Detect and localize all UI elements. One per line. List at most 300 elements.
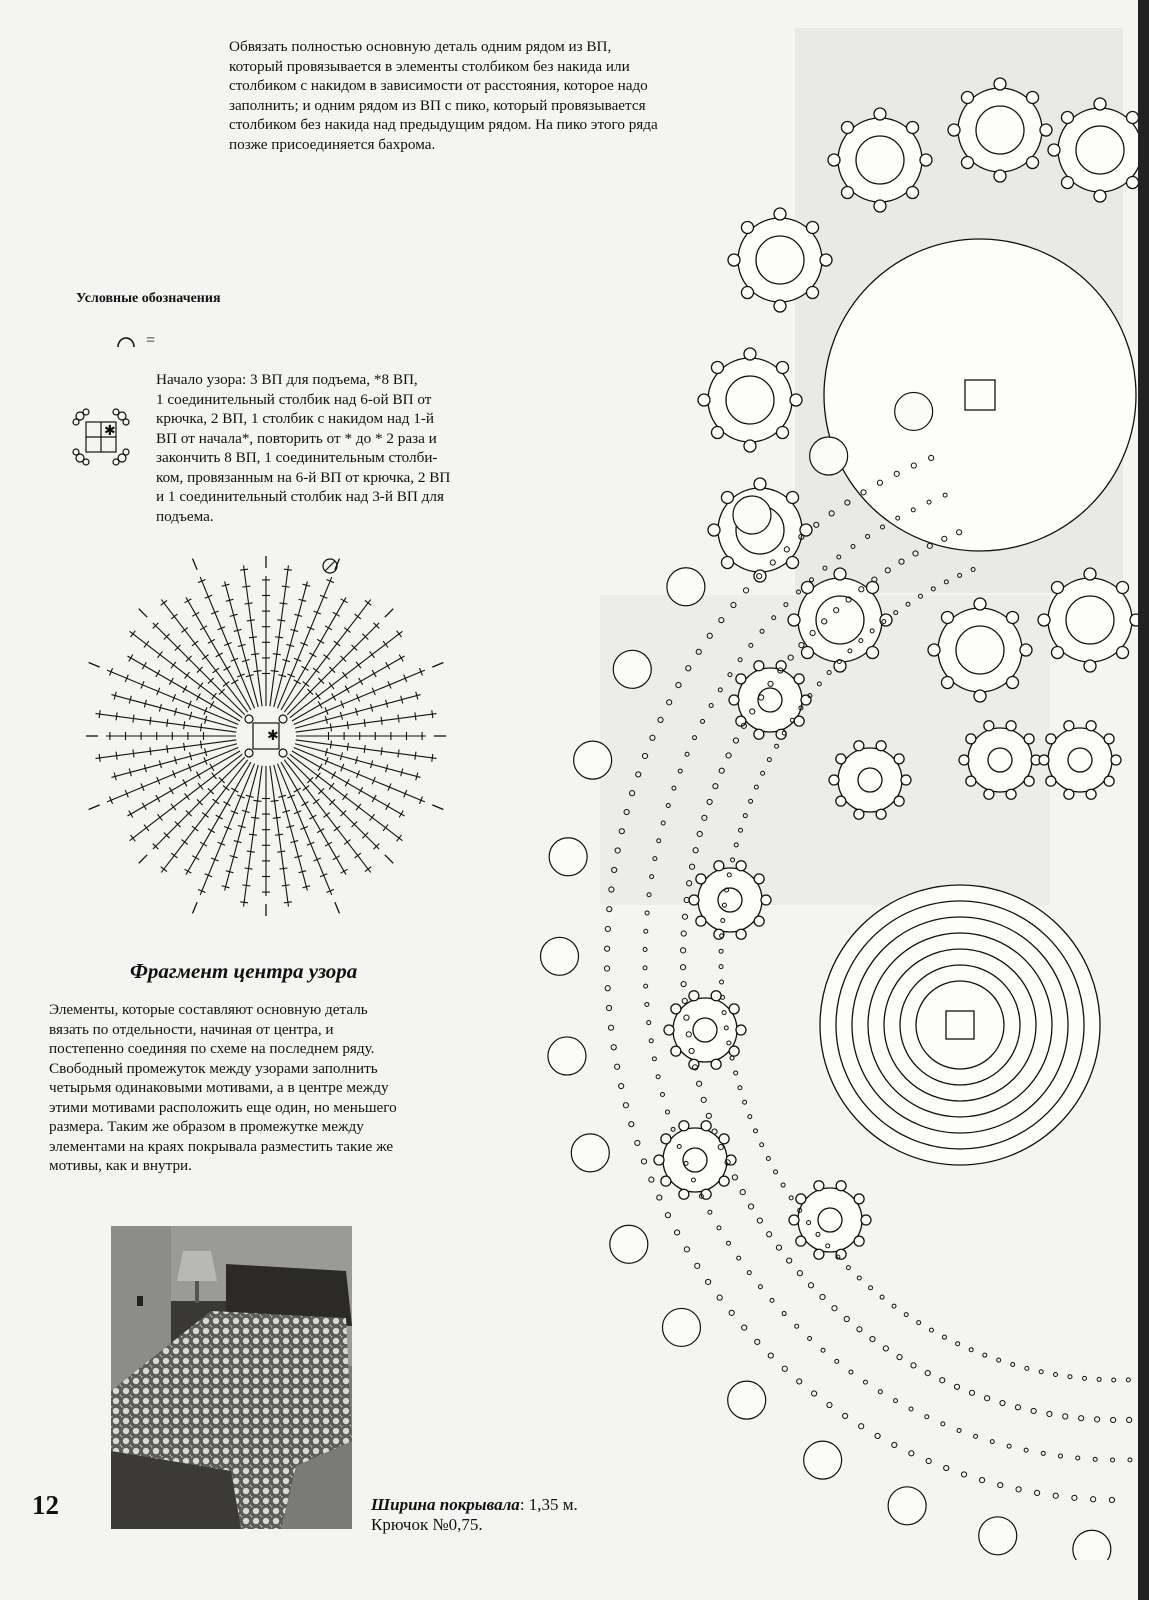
chain-stitch (643, 948, 647, 952)
chain-stitch (942, 1335, 946, 1339)
picot (874, 200, 886, 212)
stitch-tick (130, 835, 135, 841)
picot (774, 300, 786, 312)
direction-arrow (139, 855, 147, 863)
text-line: ком, провязанным на 6-й ВП от крючка, 2 ВП (156, 468, 451, 486)
picot (754, 478, 766, 490)
chain-stitch (740, 1189, 745, 1194)
stitch-tick (231, 680, 238, 684)
picot (854, 741, 864, 751)
stitch-tick (271, 800, 279, 801)
chain-stitch (974, 1434, 978, 1438)
stitch-tick (364, 745, 365, 753)
picot (736, 1025, 746, 1035)
direction-arrow (89, 663, 100, 668)
text-line: Элементы, которые составляют основную деталь (49, 1001, 368, 1018)
picot (801, 647, 813, 659)
stitch-tick (294, 680, 301, 684)
chain-stitch (835, 1359, 839, 1363)
picot (994, 78, 1006, 90)
chain-stitch (894, 1399, 898, 1403)
picot (729, 695, 739, 705)
stitch-tick (171, 804, 176, 810)
chain-stitch (768, 1353, 773, 1358)
picot (966, 734, 976, 744)
picot (994, 170, 1006, 182)
chain-stitch (623, 1103, 628, 1108)
stitch-tick (245, 603, 253, 604)
picot (1084, 568, 1096, 580)
chain-stitch (808, 1283, 813, 1288)
stitch-tick (161, 867, 167, 872)
chain-stitch (680, 965, 685, 970)
chain-stitch (1047, 1411, 1052, 1416)
picot (729, 1046, 739, 1056)
picot (761, 895, 771, 905)
picot (836, 796, 846, 806)
legend-equals: = (146, 332, 156, 349)
chain-stitch (656, 1075, 660, 1079)
picot (1007, 677, 1019, 689)
chain-stitch (1126, 1378, 1130, 1382)
chain-stitch (1034, 1490, 1039, 1495)
chain-stitch (909, 1451, 914, 1456)
fringe-circle (804, 1441, 842, 1479)
picot (711, 1059, 721, 1069)
chain-stitch (727, 1241, 731, 1245)
chain-stitch (969, 1390, 974, 1395)
chain-stitch (1083, 1376, 1087, 1380)
chain-stitch (1053, 1493, 1058, 1498)
chain-stitch (911, 1363, 916, 1368)
stitch-tick (185, 793, 190, 799)
picot (1027, 91, 1039, 103)
text-line: закончить 8 ВП, 1 соединительным столби- (156, 449, 438, 466)
picot (1051, 647, 1063, 659)
chain-stitch (712, 1129, 717, 1134)
chain-stitch (606, 1005, 611, 1010)
stitch-tick (343, 672, 348, 678)
picot (696, 916, 706, 926)
stitch-tick (370, 814, 375, 820)
chain-stitch (870, 1336, 875, 1341)
chain-stitch (665, 1213, 670, 1218)
stitch-tick (192, 612, 199, 616)
fringe-circle (549, 838, 587, 876)
chain-stitch (789, 1196, 793, 1200)
picot (1086, 789, 1096, 799)
stitch-tick (415, 712, 416, 720)
chain-stitch (706, 1279, 711, 1284)
chain-stitch (917, 1321, 921, 1325)
fragment-diagram (55, 545, 475, 955)
stitch-tick (277, 851, 285, 852)
chain-stitch (954, 1384, 959, 1389)
stitch-tick (133, 749, 134, 757)
picot (1006, 721, 1016, 731)
chain-stitch (844, 1316, 849, 1321)
stitch-tick (196, 772, 200, 779)
picot (696, 874, 706, 884)
picot (801, 695, 811, 705)
stitch-tick (161, 600, 167, 605)
direction-arrow (139, 609, 147, 617)
picot (664, 1025, 674, 1035)
stitch-tick (399, 654, 403, 661)
chain-stitch (708, 1210, 712, 1214)
picot (1027, 157, 1039, 169)
stitch-tick (316, 693, 321, 699)
chain-stitch (1095, 1417, 1100, 1422)
chain-stitch (797, 1271, 802, 1276)
chain-stitch (776, 1245, 781, 1250)
stitch-tick (116, 752, 117, 760)
chain-stitch (883, 1346, 888, 1351)
stitch-tick (383, 641, 388, 647)
direction-arrow (193, 902, 198, 913)
chain-stitch (821, 1348, 825, 1352)
small-motif (798, 1188, 862, 1252)
svg-text:✱: ✱ (104, 424, 116, 439)
chain-stitch (812, 1391, 817, 1396)
chain-stitch (732, 1175, 737, 1180)
chain-stitch (797, 1379, 802, 1384)
chain-stitch (674, 1230, 679, 1235)
chain-stitch (719, 949, 723, 953)
stitch-tick (212, 773, 217, 779)
stitch-tick (213, 668, 219, 673)
stitch-tick (364, 719, 365, 727)
picot (1024, 734, 1034, 744)
chain-stitch (665, 1110, 669, 1114)
picot (854, 809, 864, 819)
picot (807, 221, 819, 233)
chain-stitch (880, 1295, 884, 1299)
chain-stitch (717, 1226, 721, 1230)
stitch-tick (240, 569, 248, 570)
stitch-tick (415, 752, 416, 760)
chain-stitch (892, 1442, 897, 1447)
stitch-tick (158, 651, 163, 657)
chain-stitch (1015, 1405, 1020, 1410)
stitch-tick (333, 856, 340, 860)
legend-title: Условные обозначения (76, 291, 221, 306)
chain-stitch (782, 1366, 787, 1371)
picot (1046, 734, 1056, 744)
small-motif (698, 868, 762, 932)
chain-stitch (1025, 1366, 1029, 1370)
chain-stitch (990, 1440, 994, 1444)
stitch-tick (284, 902, 292, 903)
stitch-tick (332, 693, 336, 700)
text-line: заполнить; и одним рядом из ВП с пико, который провязывается (229, 96, 646, 114)
picot (974, 598, 986, 610)
stitch-tick (198, 683, 203, 689)
chain-stitch (755, 1339, 760, 1344)
picot (698, 394, 710, 406)
picot (828, 154, 840, 166)
chain-stitch (695, 1263, 700, 1268)
picot (744, 348, 756, 360)
chain-stitch (863, 1380, 867, 1384)
picot (867, 647, 879, 659)
text-line: мотивы, как и внутри. (49, 1157, 192, 1174)
chain-stitch (645, 1002, 649, 1006)
chain-stitch (649, 1177, 654, 1182)
stitch-tick (432, 754, 433, 762)
picot (974, 690, 986, 702)
picot (736, 674, 746, 684)
stitch-tick (249, 834, 257, 835)
text-line: четырьмя одинаковыми мотивами, а в центре между (49, 1079, 389, 1096)
stitch-tick (183, 779, 187, 786)
stitch-tick (216, 653, 223, 657)
text-line: столбиком без накида над предыдущим рядом. На пико этого ряда (229, 116, 658, 133)
chain-stitch (657, 1195, 662, 1200)
picot (1117, 647, 1129, 659)
stitch-tick (208, 639, 215, 643)
chain-stitch (1112, 1378, 1116, 1382)
picot (836, 1249, 846, 1259)
arc-symbol-icon (118, 338, 134, 347)
picot (1039, 755, 1049, 765)
width-label: Ширина покрывала (371, 1495, 520, 1514)
picot (876, 741, 886, 751)
chain-stitch (681, 981, 686, 986)
stitch-tick (208, 829, 215, 833)
stitch-tick (397, 631, 402, 637)
picot (1038, 614, 1050, 626)
chain-stitch (719, 965, 723, 969)
chain-stitch (892, 1304, 896, 1308)
picot (907, 187, 919, 199)
fringe-circle (979, 1517, 1017, 1555)
chain-stitch (1024, 1448, 1028, 1452)
stitch-tick (303, 786, 309, 791)
stitch-tick (344, 628, 350, 633)
stitch-tick (345, 779, 349, 786)
stitch-tick (302, 666, 309, 670)
chain-stitch (985, 1396, 990, 1401)
fringe-circle (610, 1225, 648, 1263)
chain-stitch (846, 1266, 850, 1270)
chain-stitch (701, 1097, 706, 1102)
chain-stitch (1128, 1458, 1132, 1462)
fringe-circle (733, 496, 771, 534)
chain-stitch (680, 948, 685, 953)
chain-stitch (734, 1071, 738, 1075)
stitch-tick (372, 795, 376, 802)
chain-stitch (1076, 1456, 1080, 1460)
stitch-tick (282, 586, 290, 587)
picot (1064, 789, 1074, 799)
picot (794, 674, 804, 684)
picot (867, 581, 879, 593)
picot (1117, 581, 1129, 593)
stitch-tick (318, 701, 322, 708)
stitch-tick (133, 715, 134, 723)
stitch-tick (398, 749, 399, 757)
width-value: : 1,35 м. (519, 1495, 578, 1514)
chain-stitch (742, 1325, 747, 1330)
stitch-tick (169, 678, 173, 685)
stitch-tick (183, 686, 187, 693)
picot (984, 721, 994, 731)
chain-stitch (729, 1310, 734, 1315)
direction-arrow (432, 663, 443, 668)
fringe-circle (895, 392, 933, 430)
chain-stitch (1091, 1497, 1096, 1502)
picot (948, 124, 960, 136)
stitch-tick (150, 717, 151, 725)
stitch-tick (355, 853, 361, 858)
stitch-tick (198, 783, 203, 789)
elements-paragraph (49, 1000, 469, 1176)
chain-stitch (1127, 1417, 1132, 1422)
chain-stitch (753, 1129, 757, 1133)
stitch-tick (381, 717, 382, 725)
picot (711, 991, 721, 1001)
stitch-tick (370, 651, 375, 657)
fringe-circle (728, 1381, 766, 1419)
stitch-tick (317, 829, 324, 833)
stitch-tick (192, 826, 198, 831)
chain-stitch (781, 1183, 785, 1187)
chain-stitch (961, 1472, 966, 1477)
stitch-tick (325, 842, 332, 846)
picot (741, 221, 753, 233)
picot (901, 775, 911, 785)
stitch-tick (359, 678, 363, 685)
small-motif (663, 1128, 727, 1192)
stitch-tick (279, 603, 287, 604)
chain-stitch (849, 1370, 853, 1374)
stitch-tick (184, 599, 191, 603)
stitch-tick (171, 662, 176, 668)
picot (721, 491, 733, 503)
stitch-tick (277, 620, 285, 621)
chain-stitch (1058, 1454, 1062, 1458)
chain-stitch (997, 1358, 1001, 1362)
chain-stitch (604, 966, 609, 971)
picot (754, 729, 764, 739)
picot (689, 991, 699, 1001)
picot (744, 440, 756, 452)
fragment-center (245, 559, 337, 757)
chain-stitch (969, 1348, 973, 1352)
chain-stitch (998, 1482, 1003, 1487)
picot (701, 1121, 711, 1131)
picot (1061, 111, 1073, 123)
picot (787, 557, 799, 569)
chain-stitch (607, 907, 612, 912)
stitch-tick (231, 788, 238, 792)
chain-stitch (682, 914, 687, 919)
stitch-tick (201, 741, 202, 749)
stitch-tick (347, 743, 348, 751)
chain-stitch (1007, 1444, 1011, 1448)
stitch-tick (144, 641, 149, 647)
picot (741, 287, 753, 299)
stitch-tick (223, 786, 229, 791)
chain-stitch (1093, 1457, 1097, 1461)
stitch-tick (181, 840, 187, 845)
stitch-tick (329, 683, 334, 689)
stitch-tick (397, 835, 402, 841)
picot (1104, 776, 1114, 786)
picot (1104, 734, 1114, 744)
stitch-tick (116, 712, 117, 720)
picot (728, 254, 740, 266)
chain-stitch (1109, 1497, 1114, 1502)
chain-stitch (787, 1258, 792, 1263)
stitch-tick (150, 747, 151, 755)
stitch-tick (323, 813, 329, 818)
stitch-tick (323, 655, 329, 660)
stitch-tick (129, 654, 133, 661)
picot (829, 775, 839, 785)
fringe-circle (613, 650, 651, 688)
picot (984, 789, 994, 799)
stitch-tick (223, 666, 230, 670)
picot (928, 644, 940, 656)
stitch-tick (200, 842, 207, 846)
picot (1020, 644, 1032, 656)
stitch-tick (355, 614, 361, 619)
chain-stitch (929, 1328, 933, 1332)
text-line: и 1 соединительный столбик над 3-й ВП для (156, 488, 444, 505)
picot (1086, 721, 1096, 731)
stitch-tick (347, 721, 348, 729)
chain-stitch (925, 1415, 929, 1419)
chain-stitch (717, 1295, 722, 1300)
chain-stitch (743, 588, 748, 593)
chain-stitch (730, 1056, 734, 1060)
chain-stitch (1054, 1372, 1058, 1376)
chain-stitch (897, 1355, 902, 1360)
fringe-circle (541, 937, 579, 975)
stitch-tick (386, 662, 390, 669)
stitch-tick (213, 799, 219, 804)
fringe-circle (548, 1037, 586, 1075)
chain-stitch (944, 1465, 949, 1470)
picot (689, 895, 699, 905)
stitch-tick (251, 654, 259, 655)
picot (876, 809, 886, 819)
picot (679, 1189, 689, 1199)
picot (1094, 98, 1106, 110)
picot (719, 1176, 729, 1186)
picot (736, 861, 746, 871)
picot (1040, 124, 1052, 136)
chain-stitch (605, 926, 610, 931)
picot (796, 1194, 806, 1204)
stitch-tick (184, 721, 185, 729)
picot (1007, 611, 1019, 623)
stitch-tick (223, 682, 229, 687)
picot (894, 796, 904, 806)
stitch-tick (316, 773, 321, 779)
chain-stitch (649, 1039, 653, 1043)
chain-stitch (770, 1298, 774, 1302)
direction-arrow (385, 609, 393, 617)
picot (836, 1181, 846, 1191)
direction-arrow (193, 559, 198, 570)
picot (807, 287, 819, 299)
chain-stitch (909, 1407, 913, 1411)
picot (1127, 111, 1138, 123)
stitch-tick (144, 825, 149, 831)
